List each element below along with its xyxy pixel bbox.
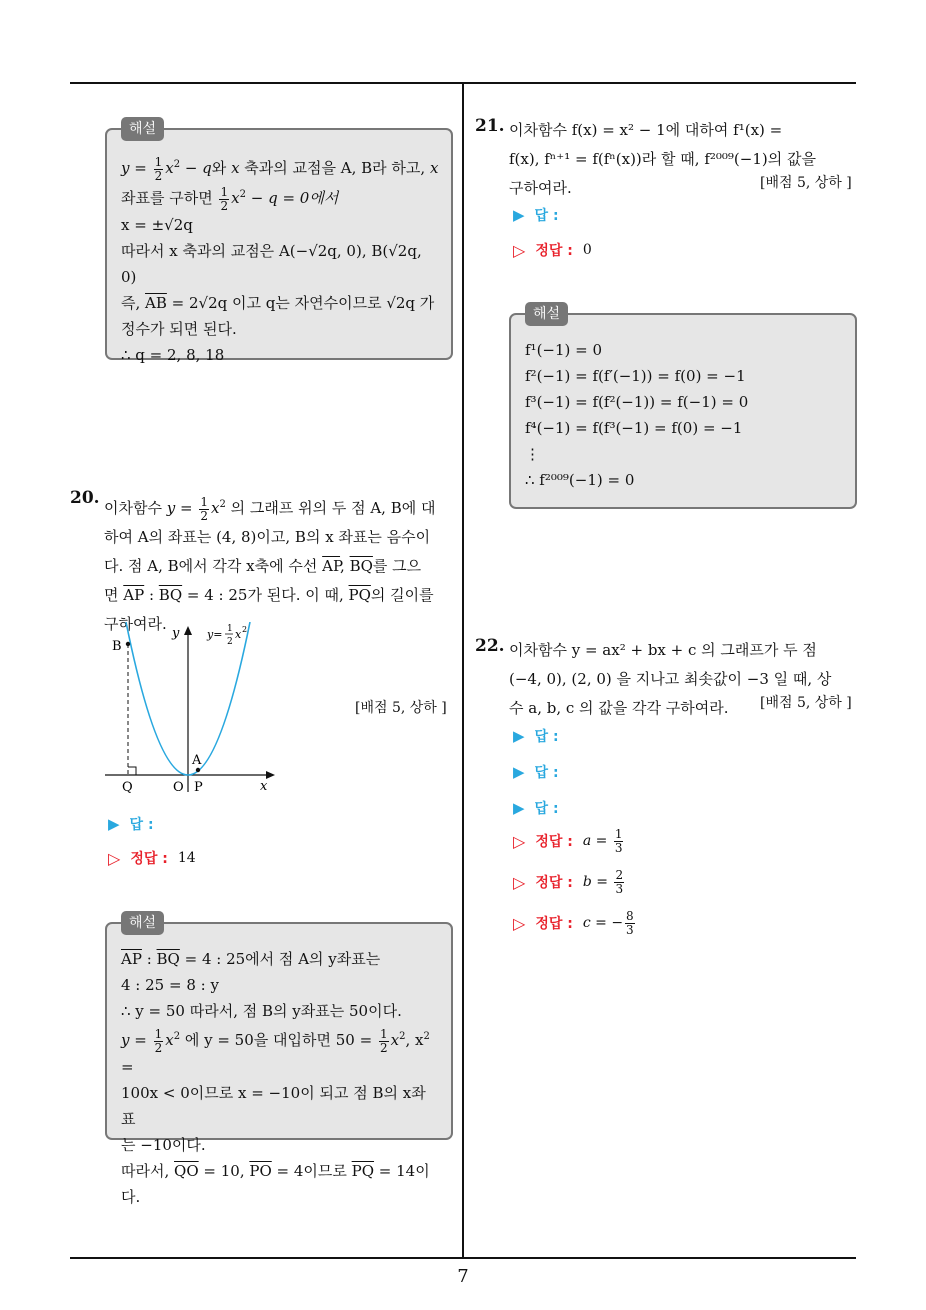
q20-correct-line: ▷ 정답 : 14 <box>108 848 196 868</box>
q19-solution-box <box>105 121 453 365</box>
q21-sol-line-2: f²(−1) = f(f′(−1)) = f(0) = −1 <box>525 367 746 385</box>
q20-solution-box <box>105 915 453 1207</box>
q20-number: 20. <box>70 488 100 508</box>
q21-sol-line-6: ∴ f²⁰⁰⁹(−1) = 0 <box>525 471 635 489</box>
solution-tag: 해설 <box>121 911 164 935</box>
q19-sol-line-6: 정수가 되면 된다. <box>121 320 237 339</box>
q20-sol-line-6: 는 −10이다. <box>121 1136 206 1155</box>
q19-sol-line-2: 좌표를 구하면 $\frac{1}{2}$ $x^2 - q = 0$에서 <box>121 185 339 213</box>
page-number: 7 <box>457 1266 469 1287</box>
q22-number: 22. <box>475 636 505 656</box>
label-y: y <box>172 626 180 641</box>
label-b: B <box>112 639 122 654</box>
label-x: x <box>260 779 268 794</box>
curve-label-var: x <box>235 628 242 641</box>
q21-answer-line: ▶ 답 : <box>513 206 559 224</box>
right-angle-mark <box>128 767 136 775</box>
q22-line-2: (−4, 0), (2, 0) 을 지나고 최솟값이 −3 일 때, 상 <box>509 670 832 688</box>
outline-triangle-icon: ▷ <box>513 872 526 892</box>
q20-sol-line-1: $\overline{AP}$ : $\overline{BQ} = 4$ : 25에서 점 A의 y좌표는 <box>121 950 381 968</box>
q22-correct-a: ▷ 정답 : a = $\frac{1}{3}$ <box>513 827 623 855</box>
q21-sol-line-1: f¹(−1) = 0 <box>525 341 603 359</box>
q22-score: [배점 5, 상하 ] <box>760 695 852 711</box>
y-axis-arrow <box>184 626 192 635</box>
label-o: O <box>173 780 184 795</box>
q20-parabola-graph <box>100 622 300 797</box>
q20-line-1: 이차함수 y = $\frac{1}{2}$ $x^2$ 의 그래프 위의 두 점 A, B에 대 <box>104 494 436 523</box>
q20-score: [배점 5, 상하 ] <box>355 700 447 716</box>
q20-correct-value: 14 <box>177 850 196 866</box>
curve-label: y= <box>207 628 223 641</box>
q20-sol-line-3: ∴ y = 50 따라서, 점 B의 y좌표는 50이다. <box>121 1002 402 1020</box>
q20-line-5: 구하여라. <box>104 615 167 633</box>
curve-label-pow: 2 <box>242 625 248 634</box>
point-b <box>126 642 130 646</box>
outline-triangle-icon: ▷ <box>513 831 526 851</box>
q19-sol-line-4: 따라서 x 축과의 교점은 A(−√2q, 0), B(√2q, 0) <box>121 242 422 287</box>
q21-score: [배점 5, 상하 ] <box>760 175 852 191</box>
q22-line-1: 이차함수 y = ax² + bx + c 의 그래프가 두 점 <box>509 641 817 659</box>
q21-line-2: f(x), fⁿ⁺¹ = f(fⁿ(x))라 할 때, f²⁰⁰⁹(−1)의 값을 <box>509 150 816 168</box>
q21-solution-box <box>509 306 857 509</box>
curve-label-den: 2 <box>227 637 233 647</box>
q19-sol-line-7: ∴ q = 2, 8, 18 <box>121 346 225 365</box>
q21-sol-line-5: ⋮ <box>525 445 540 463</box>
q21-line-3: 구하여라. <box>509 179 572 197</box>
q21-correct-line: ▷ 정답 : 0 <box>513 240 592 260</box>
play-triangle-icon: ▶ <box>513 206 525 224</box>
q21-sol-line-4: f⁴(−1) = f(f³(−1) = f(0) = −1 <box>525 419 743 437</box>
q21-line-1: 이차함수 f(x) = x² − 1에 대하여 f¹(x) = <box>509 121 783 139</box>
q22-answer-line-3: ▶ 답 : <box>513 799 559 817</box>
solution-tag: 해설 <box>525 302 568 326</box>
outline-triangle-icon: ▷ <box>108 848 121 868</box>
bottom-rule <box>70 1257 856 1259</box>
q20-answer-line: ▶ 답 : <box>108 815 154 833</box>
q21-number: 21. <box>475 116 505 136</box>
q20-sol-line-5: 100x < 0이므로 x = −10이 되고 점 B의 x좌표 <box>121 1084 426 1129</box>
column-divider <box>462 82 464 1258</box>
q20-sol-line-4: y = $\frac{1}{2}$ $x^2$ 에 y = 50을 대입하면 50 = $\frac{1}{2}$ $x^2$, $x^2$ = <box>121 1026 430 1077</box>
play-triangle-icon: ▶ <box>513 727 525 745</box>
curve-label-num: 1 <box>227 624 233 634</box>
outline-triangle-icon: ▷ <box>513 240 526 260</box>
q20-text <box>104 490 454 639</box>
q22-correct-c: ▷ 정답 : c = − $\frac{8}{3}$ <box>513 909 634 937</box>
q21-sol-line-3: f³(−1) = f(f²(−1)) = f(−1) = 0 <box>525 393 749 411</box>
q19-sol-line-5: 즉, $\overline{AB} = 2√2q$ 이고 q는 자연수이므로 √2q 가 <box>121 294 435 313</box>
q20-line-2: 하여 A의 좌표는 (4, 8)이고, B의 x 좌표는 음수이 <box>104 528 431 546</box>
q22-line-3: 수 a, b, c 의 값을 각각 구하여라. <box>509 699 729 717</box>
x-axis-arrow <box>266 771 275 779</box>
q22-answer-line-1: ▶ 답 : <box>513 727 559 745</box>
q22-correct-b: ▷ 정답 : b = $\frac{2}{3}$ <box>513 868 624 896</box>
q19-sol-line-1: y = $\frac{1}{2}$ $x^2 - q$와 x 축과의 교점을 A, B라 하고, x <box>121 154 439 183</box>
play-triangle-icon: ▶ <box>513 763 525 781</box>
point-a <box>196 768 200 772</box>
q22-answer-line-2: ▶ 답 : <box>513 763 559 781</box>
q19-sol-line-3: x = ±√2q <box>121 216 193 235</box>
label-p: P <box>194 780 203 795</box>
outline-triangle-icon: ▷ <box>513 913 526 933</box>
label-a: A <box>192 753 202 768</box>
play-triangle-icon: ▶ <box>108 815 120 833</box>
label-q: Q <box>122 780 133 795</box>
q20-sol-line-2: 4 : 25 = 8 : y <box>121 976 219 994</box>
q21-correct-value: 0 <box>582 242 592 258</box>
q20-line-3: 다. 점 A, B에서 각각 x축에 수선 $\overline{AP}$, $\overline{BQ}$를 그으 <box>104 557 422 575</box>
solution-tag: 해설 <box>121 117 164 141</box>
play-triangle-icon: ▶ <box>513 799 525 817</box>
q20-line-4: 면 $\overline{AP}$ : $\overline{BQ} = 4$ : 25가 된다. 이 때, $\overline{PQ}$의 길이를 <box>104 586 434 604</box>
q20-sol-line-7: 따라서, $\overline{QO} = 10$, $\overline{PO} = 4$이므로 $\overline{PQ} = 14$이다. <box>121 1162 430 1207</box>
